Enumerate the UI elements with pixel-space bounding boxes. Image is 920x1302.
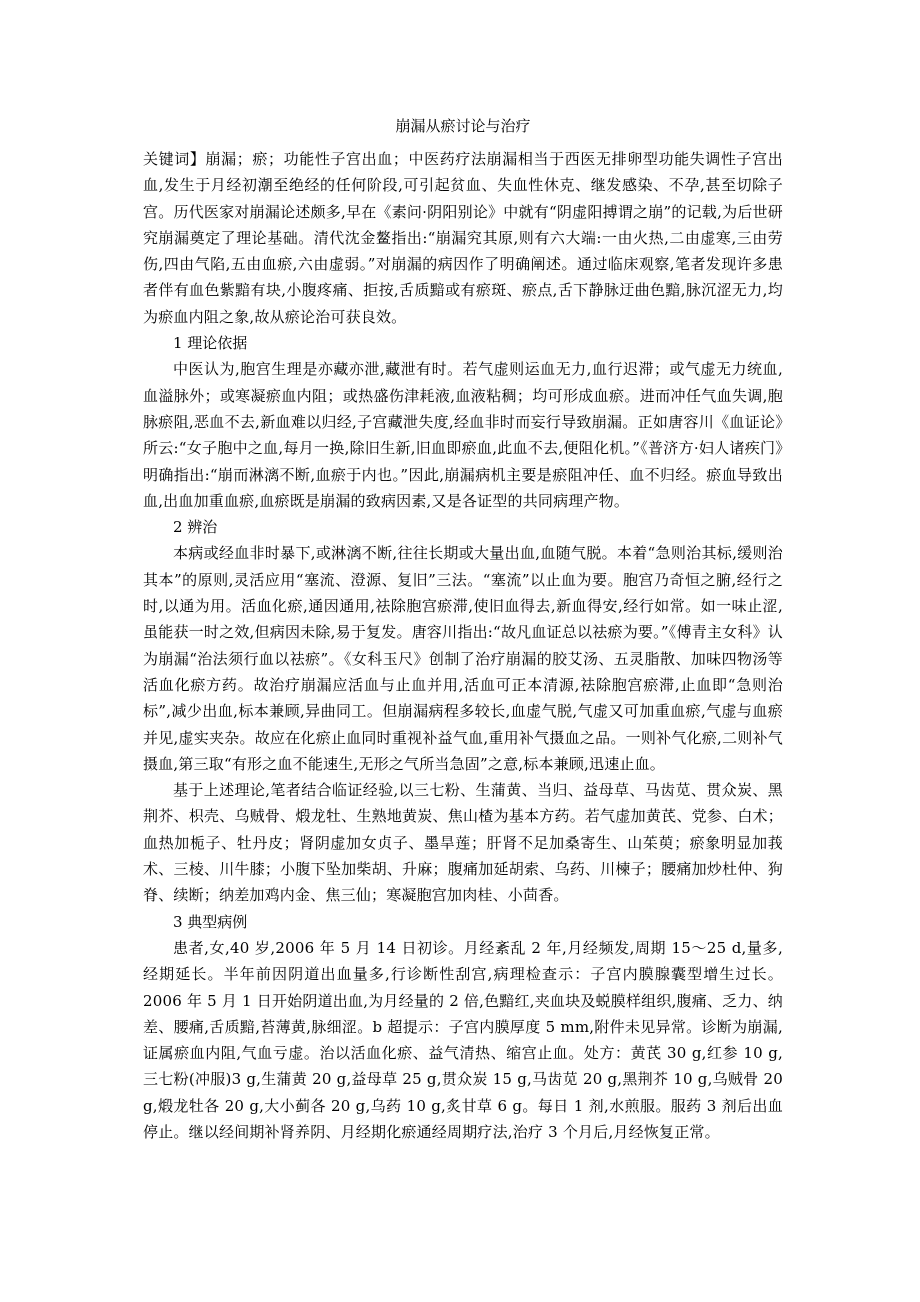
section-treatment-body-2: 基于上述理论,笔者结合临证经验,以三七粉、生蒲黄、当归、益母草、马齿苋、贯众炭、黑荆芥、枳壳、乌贼骨、煅龙牡、生熟地黄炭、焦山楂为基本方药。若气虚加黄芪、党参、白术；血热加栀子、牡丹皮；肾阴虚加女贞子、墨旱莲；肝肾不足加桑寄生、山茱萸；瘀象明显加莪术、三棱、川牛膝；小腹下坠加柴胡、升麻；腹痛加延胡索、乌药、川楝子；腰痛加炒杜仲、狗脊、续断；纳差加鸡内金、焦三仙；寒凝胞宫加肉桂、小茴香。 [143, 781, 783, 905]
document-title: 崩漏从瘀讨论与治疗 [395, 117, 531, 135]
section-heading-theory: 1 理论依据 [173, 334, 248, 353]
intro-paragraph: 关键词】崩漏；瘀；功能性子宫出血；中医药疗法崩漏相当于西医无排卵型功能失调性子宫出血,发生于月经初潮至绝经的任何阶段,可引起贫血、失血性休克、继发感染、不孕,甚至切除子宫。历代医家对崩漏论述颇多,早在《素问·阴阳别论》中就有“阴虚阳搏谓之崩”的记载,为后世研究崩漏奠定了理论基础。清代沈金鳌指出:“崩漏究其原,则有六大端:一由火热,二由虚寒,三由劳伤,四由气陷,五由血瘀,六由虚弱。”对崩漏的病因作了明确阐述。通过临床观察,笔者发现许多患者伴有血色紫黯有块,小腹疼痛、拒按,舌质黯或有瘀斑、瘀点,舌下静脉迂曲色黯,脉沉涩无力,均为瘀血内阻之象,故从瘀论治可获良效。 [143, 150, 783, 326]
section-theory-body: 中医认为,胞宫生理是亦藏亦泄,藏泄有时。若气虚则运血无力,血行迟滞；或气虚无力统血,血溢脉外；或寒凝瘀血内阻；或热盛伤津耗液,血液粘稠；均可形成血瘀。进而冲任气血失调,胞脉瘀阻,恶血不去,新血难以归经,子宫藏泄失度,经血非时而妄行导致崩漏。正如唐容川《血证论》所云:“女子胞中之血,每月一换,除旧生新,旧血即瘀血,此血不去,便阻化机。”《普济方·妇人诸疾门》明确指出:“崩而淋漓不断,血瘀于内也。”因此,崩漏病机主要是瘀阻冲任、血不归经。瘀血导致出血,出血加重血瘀,血瘀既是崩漏的致病因素,又是各证型的共同病理产物。 [143, 360, 783, 510]
document-page [143, 114, 783, 1145]
section-case-body: 患者,女,40 岁,2006 年 5 月 14 日初诊。月经紊乱 2 年,月经频发,周期 15～25 d,量多,经期延长。半年前因阴道出血量多,行诊断性刮宫,病理检查示：子宫内膜腺囊型增生过长。2006 年 5 月 1 日开始阴道出血,为月经量的 2 倍,色黯红,夹血块及蜕膜样组织,腹痛、乏力、纳差、腰痛,舌质黯,苔薄黄,脉细涩。b 超提示：子宫内膜厚度 5 mm,附件未见异常。诊断为崩漏,证属瘀血内阻,气血亏虚。治以活血化瘀、益气清热、缩宫止血。处方：黄芪 30 g,红参 10 g,三七粉(冲服)3 g,生蒲黄 20 g,益母草 25 g,贯众炭 15 g,马齿苋 20 g,黑荆芥 10 g,乌贼骨 20 g,煅龙牡各 20 g,大小蓟各 20 g,乌药 10 g,炙甘草 6 g。每日 1 剂,水煎服。服药 3 剂后出血停止。继以经间期补肾养阴、月经期化瘀通经周期疗法,治疗 3 个月后,月经恢复正常。 [143, 938, 783, 1141]
section-heading-treatment: 2 辨治 [173, 518, 218, 537]
section-heading-case: 3 典型病例 [173, 912, 248, 931]
section-treatment-body-1: 本病或经血非时暴下,或淋漓不断,往往长期或大量出血,血随气脱。本着“急则治其标,缓则治其本”的原则,灵活应用“塞流、澄源、复旧”三法。“塞流”以止血为要。胞宫乃奇恒之腑,经行之时,以通为用。活血化瘀,通因通用,祛除胞宫瘀滞,使旧血得去,新血得安,经行如常。如一味止涩,虽能获一时之效,但病因未除,易于复发。唐容川指出:“故凡血证总以祛瘀为要。”《傅青主女科》认为崩漏“治法须行血以祛瘀”。《女科玉尺》创制了治疗崩漏的胶艾汤、五灵脂散、加味四物汤等活血化瘀方药。故治疗崩漏应活血与止血并用,活血可正本清源,祛除胞宫瘀滞,止血即“急则治标”,减少出血,标本兼顾,异曲同工。但崩漏病程多较长,血虚气脱,气虚又可加重血瘀,气虚与血瘀并见,虚实夹杂。故应在化瘀止血同时重视补益气血,重用补气摄血之品。一则补气化瘀,二则补气摄血,第三取“有形之血不能速生,无形之气所当急固”之意,标本兼顾,迅速止血。 [143, 544, 783, 773]
